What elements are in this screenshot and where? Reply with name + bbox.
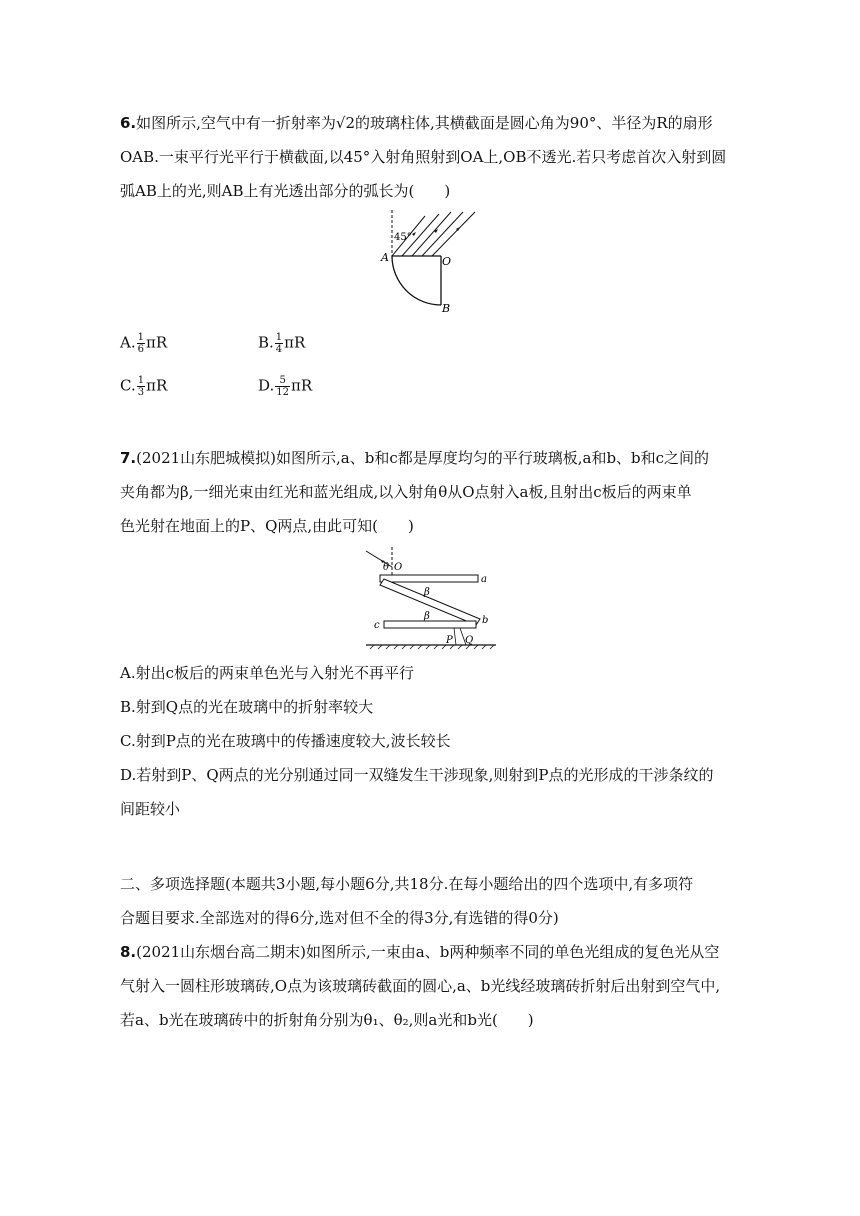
q6-option-a[interactable]: A. $\frac{1}{6}$ πR xyxy=(120,332,168,355)
q8-line-3: 若a、b光在玻璃砖中的折射角分别为θ₁、θ₂,则a光和b光( ) xyxy=(120,1011,534,1029)
q7-theta-label: θ xyxy=(383,562,390,573)
section-2-line-1: 二、多项选择题(本题共3小题,每小题6分,共18分.在每小题给出的四个选项中,有多项符 xyxy=(120,875,694,893)
q8-line-2: 气射入一圆柱形玻璃砖,O点为该玻璃砖截面的圆心,a、b光线经玻璃砖折射后出射到空气中, xyxy=(120,977,721,995)
q6-point-b: B xyxy=(442,302,451,315)
q6-line-3: 弧AB上的光,则AB上有光透出部分的弧长为( ) xyxy=(120,182,451,200)
q7-line-3: 色光射在地面上的P、Q两点,由此可知( ) xyxy=(120,517,414,535)
q7-beta-2: β xyxy=(424,611,430,622)
q7-option-d-cont: 间距较小 xyxy=(120,800,181,818)
section-2-line-2: 合题目要求.全部选对的得6分,选对但不全的得3分,有选错的得0分) xyxy=(120,909,559,927)
q7-plate-c-label: c xyxy=(374,620,380,631)
q7-option-c[interactable]: C.射到P点的光在玻璃中的传播速度较大,波长较长 xyxy=(120,732,451,750)
q6-sector-figure xyxy=(375,208,490,318)
q6-angle-label: 45° xyxy=(394,232,412,243)
q7-plate-b-label: b xyxy=(482,615,489,626)
q7-line-2: 夹角都为β,一细光束由红光和蓝光组成,以入射角θ从O点射入a板,且射出c板后的两束单 xyxy=(120,483,692,501)
q7-plate-a-label: a xyxy=(481,574,487,585)
q7-point-p: P xyxy=(446,635,453,646)
q6-line-1: 6.如图所示,空气中有一折射率为√2的玻璃柱体,其横截面是圆心角为90°、半径为R的扇形 xyxy=(120,114,713,132)
q7-option-b[interactable]: B.射到Q点的光在玻璃中的折射率较大 xyxy=(120,698,374,716)
q6-option-d[interactable]: D. $\frac{5}{12}$ πR xyxy=(258,375,313,398)
q7-option-a[interactable]: A.射出c板后的两束单色光与入射光不再平行 xyxy=(120,664,415,682)
q6-option-b[interactable]: B. $\frac{1}{4}$ πR xyxy=(258,332,306,355)
q6-number: 6. xyxy=(120,114,137,132)
q6-point-a: A xyxy=(381,251,389,264)
q7-point-o: O xyxy=(394,562,403,573)
q6-option-c[interactable]: C. $\frac{1}{3}$ πR xyxy=(120,375,168,398)
q8-number: 8. xyxy=(120,943,137,961)
q7-number: 7. xyxy=(120,449,137,467)
q6-line-2: OAB.一束平行光平行于横截面,以45°入射角照射到OA上,OB不透光.若只考虑首次入射到圆 xyxy=(120,148,727,166)
q7-plates-figure xyxy=(362,545,502,657)
q6-point-o: O xyxy=(442,255,452,268)
q7-line-1: 7.(2021山东肥城模拟)如图所示,a、b和c都是厚度均匀的平行玻璃板,a和b、b和c之间的 xyxy=(120,449,710,467)
q7-beta-1: β xyxy=(424,587,430,598)
q7-point-q: Q xyxy=(465,635,474,646)
q8-line-1: 8.(2021山东烟台高二期末)如图所示,一束由a、b两种频率不同的单色光组成的复色光从空 xyxy=(120,943,720,961)
q7-option-d[interactable]: D.若射到P、Q两点的光分别通过同一双缝发生干涉现象,则射到P点的光形成的干涉条纹的 xyxy=(120,766,714,784)
